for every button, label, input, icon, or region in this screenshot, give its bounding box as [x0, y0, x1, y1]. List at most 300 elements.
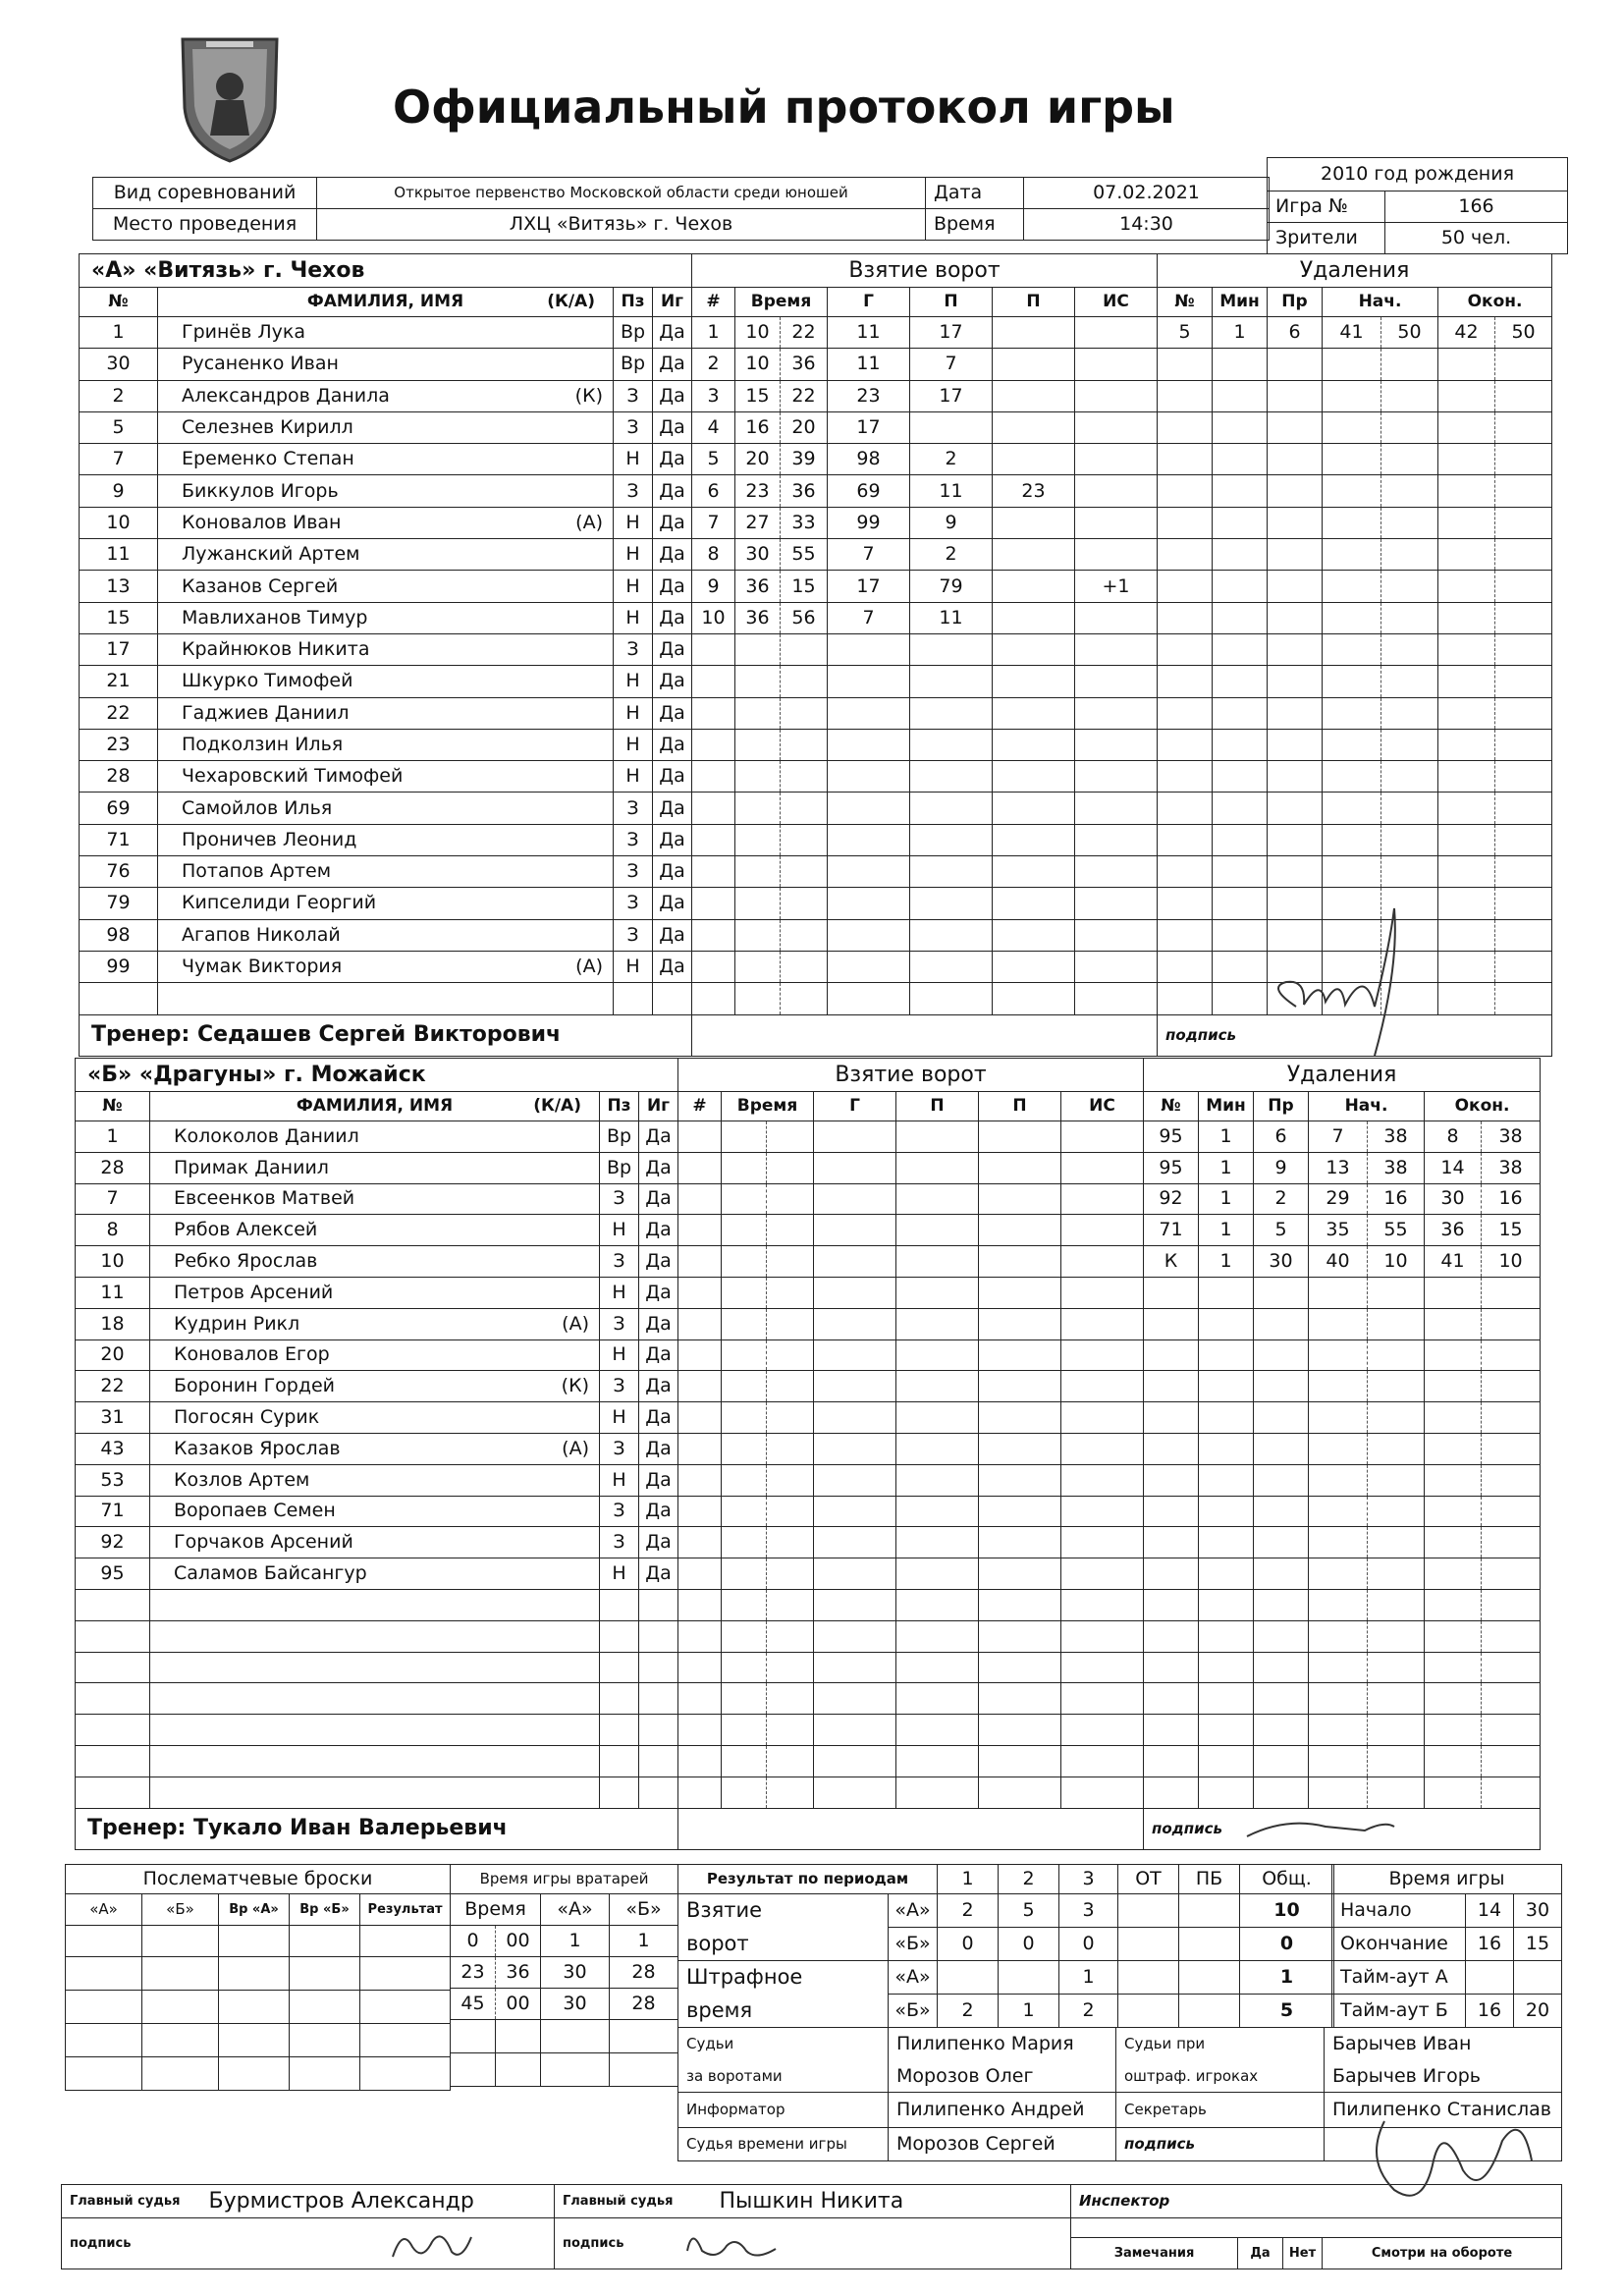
goal-row: [692, 444, 1158, 475]
penalty-row: [1144, 1620, 1541, 1652]
goal-second: [781, 824, 828, 855]
goal-assist-1: [910, 856, 993, 888]
penalty-reason: [1254, 1715, 1309, 1746]
penalty-row: [1144, 1277, 1541, 1308]
penalty-end-min: [1438, 761, 1495, 793]
player-name: Александров Данила (К): [158, 380, 614, 411]
goal-number: [678, 1558, 722, 1590]
penalties-title: Удаления: [1158, 254, 1552, 288]
penalty-minutes: 1: [1199, 1183, 1254, 1215]
player-number: [76, 1683, 150, 1715]
pen-col-no: №: [1144, 1092, 1199, 1121]
penalty-row: [1158, 856, 1552, 888]
goal-row: [678, 1558, 1144, 1590]
player-number: 21: [80, 666, 158, 697]
penalty-minutes: [1199, 1683, 1254, 1715]
penalty-end-sec: [1482, 1777, 1541, 1808]
player-row: [76, 1371, 678, 1402]
goal-number: 7: [692, 507, 735, 538]
penalty-row: [1144, 1464, 1541, 1496]
player-name: [150, 1683, 600, 1715]
goal-second: [767, 1620, 814, 1652]
col-name-label: ФАМИЛИЯ, ИМЯ: [296, 1096, 454, 1116]
penalty-end-sec: [1495, 983, 1552, 1014]
goal-strength: [1075, 983, 1158, 1014]
goal-number: 5: [692, 444, 735, 475]
penalty-end-min: 36: [1425, 1215, 1482, 1246]
penalty-end-sec: [1482, 1277, 1541, 1308]
goal-strength: [1075, 888, 1158, 919]
penalty-end-min: [1438, 697, 1495, 729]
penalty-minutes: [1213, 571, 1268, 602]
penalty-reason: [1268, 411, 1323, 443]
penalty-judges-label-1: Судьи при: [1116, 2028, 1325, 2061]
goal-minute: [735, 983, 781, 1014]
penalty-player: [1144, 1620, 1199, 1652]
penalty-row: [1158, 633, 1552, 665]
goal-assist-1: [896, 1464, 979, 1496]
game-number-value: 166: [1385, 191, 1568, 223]
goals-b-ot: [1118, 1928, 1179, 1961]
player-position: З: [600, 1246, 639, 1278]
goal-scorer: [814, 1745, 896, 1777]
goal-strength: [1061, 1683, 1144, 1715]
goal-second: [781, 697, 828, 729]
goal-scorer: [828, 793, 910, 824]
player-position: Н: [614, 729, 653, 760]
penalty-minutes: 1: [1213, 317, 1268, 349]
goal-strength: [1075, 951, 1158, 982]
goal-second: [767, 1527, 814, 1558]
penalty-end-min: [1425, 1339, 1482, 1371]
player-name: Казаков Ярослав (А): [150, 1433, 600, 1464]
goal-number: [678, 1371, 722, 1402]
goal-scorer: [814, 1715, 896, 1746]
penalty-end-sec: [1495, 507, 1552, 538]
player-row: [80, 761, 692, 793]
goal-scorer: [828, 951, 910, 982]
player-number: 69: [80, 793, 158, 824]
signature-secretary: [1355, 2102, 1551, 2210]
goal-scorer: [828, 697, 910, 729]
player-played: Да: [653, 475, 692, 507]
goal-assist-2: [979, 1464, 1061, 1496]
player-name: [150, 1745, 600, 1777]
goal-number: 2: [692, 349, 735, 380]
team-b-penalties: [1143, 1058, 1541, 1850]
goal-assist-2: [979, 1715, 1061, 1746]
penalty-end-sec: [1482, 1308, 1541, 1339]
penalty-end-min: [1425, 1620, 1482, 1652]
player-name: [158, 983, 614, 1014]
goal-assist-1: [910, 633, 993, 665]
pen-col-pr: Пр: [1268, 288, 1323, 317]
goal-second: [767, 1183, 814, 1215]
period-col-2: 2: [999, 1865, 1059, 1894]
penalty-reason: [1268, 380, 1323, 411]
penalty-end-min: [1425, 1777, 1482, 1808]
goal-assist-1: 11: [910, 475, 993, 507]
goal-minute: [722, 1464, 767, 1496]
goal-number: 3: [692, 380, 735, 411]
team-b-section: [75, 1058, 1547, 1851]
penalty-start-min: [1323, 539, 1381, 571]
goalie-row: [451, 1957, 678, 1989]
league-logo: [177, 29, 283, 167]
penalty-start-min: [1309, 1589, 1368, 1620]
goal-strength: +1: [1075, 571, 1158, 602]
periods-title: Результат по периодам: [678, 1865, 938, 1894]
pen-col-pr: Пр: [1254, 1092, 1309, 1121]
player-number: 28: [80, 761, 158, 793]
goal-scorer: [828, 761, 910, 793]
team-a-goals: [691, 253, 1158, 1057]
goal-strength: [1075, 317, 1158, 349]
penalty-minutes: [1213, 602, 1268, 633]
goalie-col-b: «Б»: [610, 1894, 678, 1926]
goalie-col-a: «А»: [541, 1894, 610, 1926]
goal-assist-2: [979, 1246, 1061, 1278]
goal-assist-2: [979, 1433, 1061, 1464]
penalty-start-sec: [1368, 1715, 1425, 1746]
goals-col-hash: #: [678, 1092, 722, 1121]
player-name: Чехаровский Тимофей: [158, 761, 614, 793]
player-number: 11: [76, 1277, 150, 1308]
goal-assist-1: 9: [910, 507, 993, 538]
penalty-player: [1144, 1652, 1199, 1683]
penalty-minutes: [1199, 1371, 1254, 1402]
goal-number: [678, 1215, 722, 1246]
penalty-player: [1158, 824, 1213, 855]
player-played: Да: [639, 1371, 678, 1402]
penalty-minutes: [1199, 1433, 1254, 1464]
player-position: З: [614, 824, 653, 855]
shootout-table: [65, 1864, 451, 2091]
penalty-minutes: [1213, 666, 1268, 697]
goalie-b: 28: [610, 1989, 678, 2020]
player-played: Да: [653, 761, 692, 793]
player-played: Да: [653, 571, 692, 602]
goal-scorer: [828, 888, 910, 919]
penalty-start-min: [1309, 1464, 1368, 1496]
goal-number: [678, 1152, 722, 1183]
penalty-start-sec: [1381, 824, 1438, 855]
player-number: 23: [80, 729, 158, 760]
goal-minute: [735, 824, 781, 855]
goal-minute: [722, 1496, 767, 1527]
timeout-b-minute: 20: [1514, 1995, 1562, 2028]
goal-minute: [722, 1371, 767, 1402]
player-name: Боронин Гордей (К): [150, 1371, 600, 1402]
player-row: [80, 349, 692, 380]
penalty-row: [1144, 1308, 1541, 1339]
goal-assist-1: [910, 888, 993, 919]
penalty-start-sec: [1381, 729, 1438, 760]
informer-label: Информатор: [678, 2093, 889, 2128]
penalty-end-min: [1438, 729, 1495, 760]
remarks-yes: Да: [1238, 2238, 1283, 2269]
goalie-a: 30: [541, 1989, 610, 2020]
player-position: З: [600, 1496, 639, 1527]
player-role: (К): [561, 1375, 589, 1397]
col-no: №: [80, 288, 158, 317]
player-name: Лужанский Артем: [158, 539, 614, 571]
penalty-end-sec: [1495, 633, 1552, 665]
player-name: Крайнюков Никита: [158, 633, 614, 665]
player-row: [76, 1745, 678, 1777]
shootout-title: Послематчевые броски: [66, 1865, 451, 1894]
goal-assist-2: [993, 380, 1075, 411]
goal-assist-1: [910, 951, 993, 982]
penalty-start-min: [1309, 1527, 1368, 1558]
player-row: [76, 1308, 678, 1339]
goal-assist-1: 7: [910, 349, 993, 380]
player-position: З: [600, 1183, 639, 1215]
goal-row: [692, 697, 1158, 729]
penalty-player: [1144, 1464, 1199, 1496]
player-position: З: [614, 919, 653, 951]
goal-assist-2: [993, 602, 1075, 633]
penalty-end-min: [1438, 824, 1495, 855]
penalty-end-sec: 16: [1482, 1183, 1541, 1215]
player-name: Мавлиханов Тимур: [158, 602, 614, 633]
penalty-row: [1144, 1121, 1541, 1153]
pim-a-so: [1179, 1961, 1240, 1995]
penalty-reason: [1268, 349, 1323, 380]
player-row: [80, 317, 692, 349]
goal-assist-1: [910, 729, 993, 760]
penalty-end-sec: [1495, 729, 1552, 760]
penalty-minutes: [1213, 349, 1268, 380]
goal-scorer: [828, 919, 910, 951]
goal-minute: 10: [735, 349, 781, 380]
goal-assist-1: [896, 1183, 979, 1215]
goal-minute: [735, 919, 781, 951]
penalty-minutes: [1213, 761, 1268, 793]
goal-assist-2: [993, 697, 1075, 729]
pen-col-no: №: [1158, 288, 1213, 317]
player-number: 8: [76, 1215, 150, 1246]
penalty-start-sec: [1381, 475, 1438, 507]
penalty-minutes: 1: [1199, 1215, 1254, 1246]
player-played: Да: [639, 1246, 678, 1278]
goal-assist-2: [993, 824, 1075, 855]
timeout-a-hour: [1466, 1961, 1514, 1995]
player-number: 92: [76, 1527, 150, 1558]
penalty-player: [1158, 380, 1213, 411]
penalty-end-sec: [1482, 1371, 1541, 1402]
goal-assist-1: [896, 1246, 979, 1278]
goal-assist-1: [896, 1402, 979, 1434]
goal-minute: 10: [735, 317, 781, 349]
penalty-minutes: [1213, 444, 1268, 475]
shootout-col-a: «А»: [66, 1894, 142, 1926]
player-number: 15: [80, 602, 158, 633]
penalty-player: [1144, 1683, 1199, 1715]
goal-row: [692, 571, 1158, 602]
goal-strength: [1061, 1652, 1144, 1683]
goal-row: [692, 919, 1158, 951]
goal-judges-label-1: Судьи: [678, 2028, 889, 2061]
pim-b-total: 5: [1240, 1995, 1334, 2028]
goal-strength: [1061, 1402, 1144, 1434]
informer-name: Пилипенко Андрей: [889, 2093, 1116, 2128]
penalty-reason: [1268, 666, 1323, 697]
goals-col-p1: П: [896, 1092, 979, 1121]
player-position: Н: [600, 1558, 639, 1590]
goal-row: [678, 1121, 1144, 1153]
start-hour: 14: [1466, 1894, 1514, 1928]
penalty-end-sec: [1482, 1402, 1541, 1434]
goal-minute: 16: [735, 411, 781, 443]
player-name: Примак Даниил: [150, 1152, 600, 1183]
penalty-start-sec: [1368, 1527, 1425, 1558]
penalty-end-min: [1438, 602, 1495, 633]
goal-minute: 27: [735, 507, 781, 538]
goal-strength: [1061, 1777, 1144, 1808]
goal-strength: [1075, 824, 1158, 855]
goal-minute: 36: [735, 571, 781, 602]
player-position: З: [600, 1308, 639, 1339]
penalty-reason: [1268, 697, 1323, 729]
penalty-row: [1144, 1339, 1541, 1371]
penalty-start-min: 41: [1323, 317, 1381, 349]
player-name: Гаджиев Даниил: [158, 697, 614, 729]
player-row: [76, 1215, 678, 1246]
penalty-reason: [1268, 729, 1323, 760]
player-role: (К): [574, 384, 603, 407]
shootout-col-b: «Б»: [142, 1894, 219, 1926]
goal-minute: [722, 1433, 767, 1464]
goal-assist-2: [993, 856, 1075, 888]
player-name: Воропаев Семен: [150, 1496, 600, 1527]
coach: Тренер: Тукало Иван Валерьевич: [76, 1808, 678, 1849]
player-number: 9: [80, 475, 158, 507]
goal-assist-2: [979, 1277, 1061, 1308]
goal-assist-2: 23: [993, 475, 1075, 507]
penalty-end-min: 42: [1438, 317, 1495, 349]
penalty-row: [1158, 349, 1552, 380]
col-pz: Пз: [614, 288, 653, 317]
goals-team-b-tag: «Б»: [889, 1928, 938, 1961]
penalty-reason: [1254, 1308, 1309, 1339]
penalty-end-sec: [1495, 602, 1552, 633]
penalty-minutes: [1213, 475, 1268, 507]
goal-assist-2: [979, 1339, 1061, 1371]
goal-row: [692, 824, 1158, 855]
goal-strength: [1061, 1308, 1144, 1339]
penalty-start-min: [1323, 793, 1381, 824]
penalty-start-sec: [1381, 856, 1438, 888]
goal-row: [678, 1371, 1144, 1402]
penalty-reason: [1254, 1277, 1309, 1308]
goal-row: [678, 1745, 1144, 1777]
penalty-end-sec: [1482, 1527, 1541, 1558]
penalty-reason: [1254, 1652, 1309, 1683]
player-played: Да: [653, 380, 692, 411]
goal-minute: [735, 666, 781, 697]
goal-number: [678, 1433, 722, 1464]
goal-row: [678, 1152, 1144, 1183]
goals-col-p1: П: [910, 288, 993, 317]
player-number: 22: [76, 1371, 150, 1402]
penalty-end-sec: 38: [1482, 1121, 1541, 1153]
goals-title: Взятие ворот: [678, 1059, 1144, 1092]
goal-row: [692, 317, 1158, 349]
player-number: 22: [80, 697, 158, 729]
player-position: З: [600, 1371, 639, 1402]
player-number: 43: [76, 1433, 150, 1464]
signature-team-b-coach: [1227, 1807, 1424, 1846]
penalty-player: [1144, 1589, 1199, 1620]
goal-second: [781, 856, 828, 888]
goal-second: [767, 1402, 814, 1434]
pen-col-min: Мин: [1199, 1092, 1254, 1121]
player-position: [600, 1589, 639, 1620]
penalty-player: [1158, 349, 1213, 380]
goals-a-so: [1179, 1894, 1240, 1928]
penalty-start-min: [1323, 761, 1381, 793]
goal-second: 22: [781, 317, 828, 349]
player-row: [76, 1777, 678, 1808]
player-row: [80, 793, 692, 824]
goal-number: [692, 633, 735, 665]
goal-assist-1: [910, 983, 993, 1014]
goal-minute: [722, 1215, 767, 1246]
penalty-row: [1158, 507, 1552, 538]
player-position: З: [614, 888, 653, 919]
penalty-player: [1144, 1777, 1199, 1808]
goal-row: [692, 729, 1158, 760]
player-row: [76, 1620, 678, 1652]
penalty-start-sec: [1381, 571, 1438, 602]
player-position: Н: [600, 1339, 639, 1371]
goal-row: [678, 1433, 1144, 1464]
goal-assist-1: 17: [910, 380, 993, 411]
goal-assist-2: [993, 951, 1075, 982]
penalty-minutes: [1213, 539, 1268, 571]
player-number: 99: [80, 951, 158, 982]
goal-minute: [722, 1652, 767, 1683]
goal-row: [678, 1215, 1144, 1246]
penalty-row: [1144, 1152, 1541, 1183]
penalty-player: [1158, 507, 1213, 538]
penalty-player: [1144, 1308, 1199, 1339]
goal-scorer: [828, 824, 910, 855]
penalty-start-min: [1309, 1683, 1368, 1715]
player-row: [76, 1464, 678, 1496]
goal-assist-1: [896, 1308, 979, 1339]
penalty-end-sec: [1495, 571, 1552, 602]
penalty-reason: [1268, 761, 1323, 793]
referee-1-signature-label: подпись: [62, 2218, 201, 2269]
player-played: Да: [639, 1215, 678, 1246]
timekeeper-label: Судья времени игры: [678, 2128, 889, 2161]
remarks-no: Нет: [1283, 2238, 1323, 2269]
penalty-player: [1158, 539, 1213, 571]
goal-assist-1: [896, 1121, 979, 1153]
penalty-start-sec: [1368, 1371, 1425, 1402]
goal-scorer: [814, 1215, 896, 1246]
penalty-minutes: [1199, 1652, 1254, 1683]
goal-second: [781, 793, 828, 824]
goal-assist-1: [910, 697, 993, 729]
penalty-player: [1158, 602, 1213, 633]
penalty-row: [1158, 380, 1552, 411]
penalty-minutes: [1213, 729, 1268, 760]
penalty-end-sec: 10: [1482, 1246, 1541, 1278]
player-played: Да: [653, 507, 692, 538]
